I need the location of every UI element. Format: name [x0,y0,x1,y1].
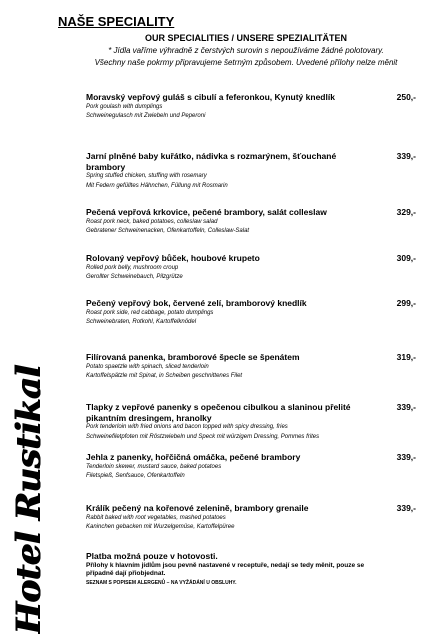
menu-item-english: Roast pork side, red cabbage, potato dumplings [86,309,214,316]
menu-item [86,503,416,533]
menu-item-price: 339,- [396,402,416,412]
menu-item-english: Spring stuffed chicken, stuffing with rosemary [86,173,207,179]
menu-item-name: Moravský vepřový guláš s cibulí a feferonkou, Kynutý knedlík [86,92,335,102]
menu-item-price: 250,- [396,92,416,102]
menu-item [86,207,416,237]
page-subtitle: OUR SPECIALITIES / UNSERE SPEZIALITÄTEN [144,33,348,43]
menu-item-german: Mit Federn gefülltes Hähnchen, Füllung mit Rosmarin [86,182,228,189]
menu-item-name: Králík pečený na kořenové zelenině, brambory grenaile [86,503,309,513]
menu-item-german: Schweinebraten, Rotkohl, Kartoffelknödel [86,319,197,325]
menu-note-line-1: * Jídla vaříme výhradně z čerstvých surovin s nepoužíváme žádné polotovary. [108,46,384,55]
allergen-note: SEZNAM S POPISEM ALERGENŮ – NA VYŽÁDÁNÍ U OBSLUHY. [86,579,237,586]
menu-item-german: Schweinegulasch mit Zwiebeln und Peperoni [86,113,206,119]
menu-item-name: Rolovaný vepřový bůček, houbové krupeto [86,253,260,263]
menu-item-english: Potato spaetzle with spinach, sliced tenderloin [86,363,209,370]
menu-item-german: Filetspieß, Senfsauce, Ofenkartoffeln [86,473,185,479]
menu-item-english: Rolled pork belly, mushroom croup [86,264,179,271]
menu-item-price: 299,- [396,298,416,308]
menu-item-name: Jehla z panenky, hořčičná omáčka, pečené brambory [86,452,301,462]
menu-item-name: Filírovaná panenka, bramborové špecle se špenátem [86,352,300,362]
payment-note: Platba možná pouze v hotovosti. [86,551,218,561]
menu-item-german: Gerollter Schweinebauch, Pilzgrütze [86,274,183,280]
menu-item-english: Roast pork neck, baked potatoes, colleslaw salad [86,218,218,225]
side-dish-note-line-1: Přílohy k hlavním jídlům jsou pevně nastavené v receptuře, nedají se tedy měnit, pouze se [86,561,365,569]
menu-item-german: Kaninchen gebacken mit Wurzelgemüse, Kartoffelpüree [86,524,235,530]
menu-item-price: 309,- [396,253,416,263]
hotel-logo-text: Hotel Rustikal [9,364,49,634]
menu-item-name: Pečená vepřová krkovice, pečené brambory, salát colleslaw [86,207,327,217]
side-dish-note-line-2: případně dají přiobjednat. [86,570,166,577]
menu-item-price: 319,- [396,352,416,362]
menu-item-english: Pork goulash with dumplings [86,103,163,110]
page-title: NAŠE SPECIALITY [58,14,175,29]
menu-footer [86,551,426,587]
menu-item-english: Tenderloin skewer, mustard sauce, baked potatoes [86,463,222,470]
menu-note-line-2: Všechny naše pokrmy připravujeme šetrným způsobem. Uvedené přílohy nelze měnit [94,58,398,67]
menu-item-german: Gebratener Schweinenacken, Ofenkartoffeln, Colleslaw-Salat [86,228,250,234]
menu-item [86,92,416,122]
menu-item-price: 339,- [396,503,416,513]
menu-item-price: 329,- [396,207,416,217]
menu-item-german: Kartoffelspätzle mit Spinat, in Scheiben geschnittenes Filet [86,373,243,379]
menu-item [86,253,416,283]
menu-item-english: Pork tenderloin with fried onions and bacon topped with spicy dressing, fries [86,424,288,430]
menu-item [86,452,416,482]
menu-item-name: Tlapky z vepřové panenky s opečenou cibulkou a slaninou přelité pikantním dresingem, hranolky [86,402,351,423]
menu-item-name: Jarní plněné baby kuřátko, nádivka s rozmarýnem, šťouchané brambory [86,151,337,172]
menu-item-price: 339,- [396,452,416,462]
menu-item-name: Pečený vepřový bok, červené zelí, bramborový knedlík [86,298,307,308]
menu-item-price: 339,- [396,151,416,161]
menu-header [58,14,434,68]
menu-item-german: Schweinefiletpfoten mit Röstzwiebeln und Speck mit würzigem Dressing, Pommes frites [86,433,320,440]
menu-item [86,298,416,328]
menu-item-english: Rabbit baked with root vegetables, mashed potatoes [86,514,226,521]
menu-item [86,352,416,382]
menu-item [86,151,416,191]
menu-item [86,402,416,442]
